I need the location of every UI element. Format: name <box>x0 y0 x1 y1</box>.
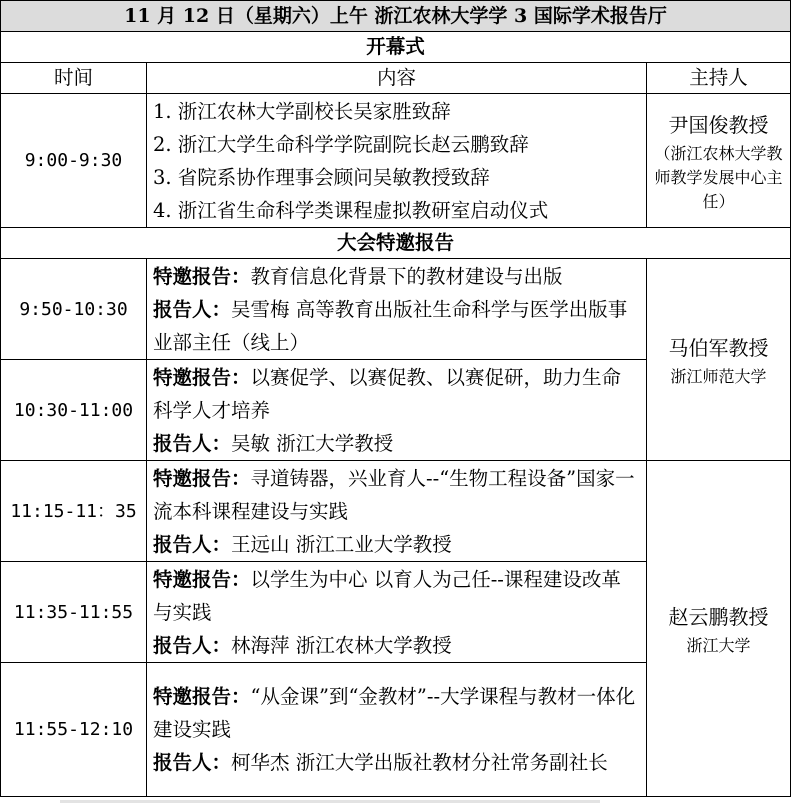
agenda-item: 3. 省院系协作理事会顾问吴敏教授致辞 <box>153 165 490 189</box>
talk-title: 教育信息化背景下的教材建设与出版 <box>250 264 563 288</box>
keynote-section-row <box>1 228 791 259</box>
talk-label: 特邀报告： <box>153 567 251 591</box>
keynote-section-label: 大会特邀报告 <box>1 228 791 259</box>
talk-label: 特邀报告： <box>153 365 251 389</box>
talk-time: 11:35-11:55 <box>1 562 147 663</box>
talk-title: 以赛促学、以赛促教、以赛促研，助力生命科学人才培养 <box>153 365 622 422</box>
host-name: 尹国俊教授 <box>668 112 769 137</box>
speaker-label: 报告人： <box>153 633 232 657</box>
talk-content <box>147 360 647 461</box>
opening-row <box>1 94 791 228</box>
host-affiliation: 浙江大学 <box>686 635 751 655</box>
page-bottom-rule <box>60 800 600 803</box>
talk-content <box>147 461 647 562</box>
agenda-item: 4. 浙江省生命科学类课程虚拟教研室启动仪式 <box>153 198 549 222</box>
talk-speaker: 吴敏 浙江大学教授 <box>231 431 394 455</box>
talk-time: 9:50-10:30 <box>1 259 147 360</box>
session-title: 11 月 12 日（星期六）上午 浙江农林大学学 3 国际学术报告厅 <box>1 1 791 32</box>
header-host: 主持人 <box>647 63 791 94</box>
talk-content <box>147 663 647 797</box>
keynote-host-1 <box>647 259 791 461</box>
talk-label: 特邀报告： <box>153 685 251 708</box>
talk-speaker: 王远山 浙江工业大学教授 <box>231 532 452 556</box>
host-name: 马伯军教授 <box>668 335 769 360</box>
talk-speaker: 林海萍 浙江农林大学教授 <box>231 633 452 657</box>
opening-section-label: 开幕式 <box>1 32 791 63</box>
talk-content <box>147 562 647 663</box>
agenda-item: 1. 浙江农林大学副校长吴家胜致辞 <box>153 99 451 123</box>
talk-content <box>147 259 647 360</box>
host-affiliation: （浙江农林大学教师教学发展中心主任） <box>654 143 783 211</box>
host-name: 赵云鹏教授 <box>668 604 769 629</box>
speaker-label: 报告人： <box>153 532 232 556</box>
title-row <box>1 1 791 32</box>
speaker-label: 报告人： <box>153 431 232 455</box>
talk-title: 寻道铸器，兴业育人--“生物工程设备”国家一流本科课程建设与实践 <box>153 466 635 523</box>
talk-row <box>1 259 791 360</box>
talk-speaker: 柯华杰 浙江大学出版社教材分社常务副社长 <box>231 751 608 774</box>
header-content: 内容 <box>147 63 647 94</box>
opening-content <box>147 94 647 228</box>
speaker-label: 报告人： <box>153 297 232 321</box>
talk-title: “从金课”到“金教材”--大学课程与教材一体化建设实践 <box>153 685 636 741</box>
keynote-host-2 <box>647 461 791 797</box>
talk-time: 10:30-11:00 <box>1 360 147 461</box>
opening-time: 9:00-9:30 <box>1 94 147 228</box>
opening-host <box>647 94 791 228</box>
talk-title: 以学生为中心 以育人为己任--课程建设改革与实践 <box>153 567 621 624</box>
speaker-label: 报告人： <box>153 751 232 774</box>
talk-label: 特邀报告： <box>153 466 251 490</box>
agenda-item: 2. 浙江大学生命科学学院副院长赵云鹏致辞 <box>153 132 529 156</box>
header-time: 时间 <box>1 63 147 94</box>
talk-speaker: 吴雪梅 高等教育出版社生命科学与医学出版事业部主任（线上） <box>153 297 628 354</box>
opening-section-row <box>1 32 791 63</box>
talk-time: 11:55-12:10 <box>1 663 147 797</box>
column-header-row <box>1 63 791 94</box>
host-affiliation: 浙江师范大学 <box>670 366 767 386</box>
talk-row <box>1 461 791 562</box>
talk-label: 特邀报告： <box>153 264 251 288</box>
talk-time: 11:15-11：35 <box>1 461 147 562</box>
